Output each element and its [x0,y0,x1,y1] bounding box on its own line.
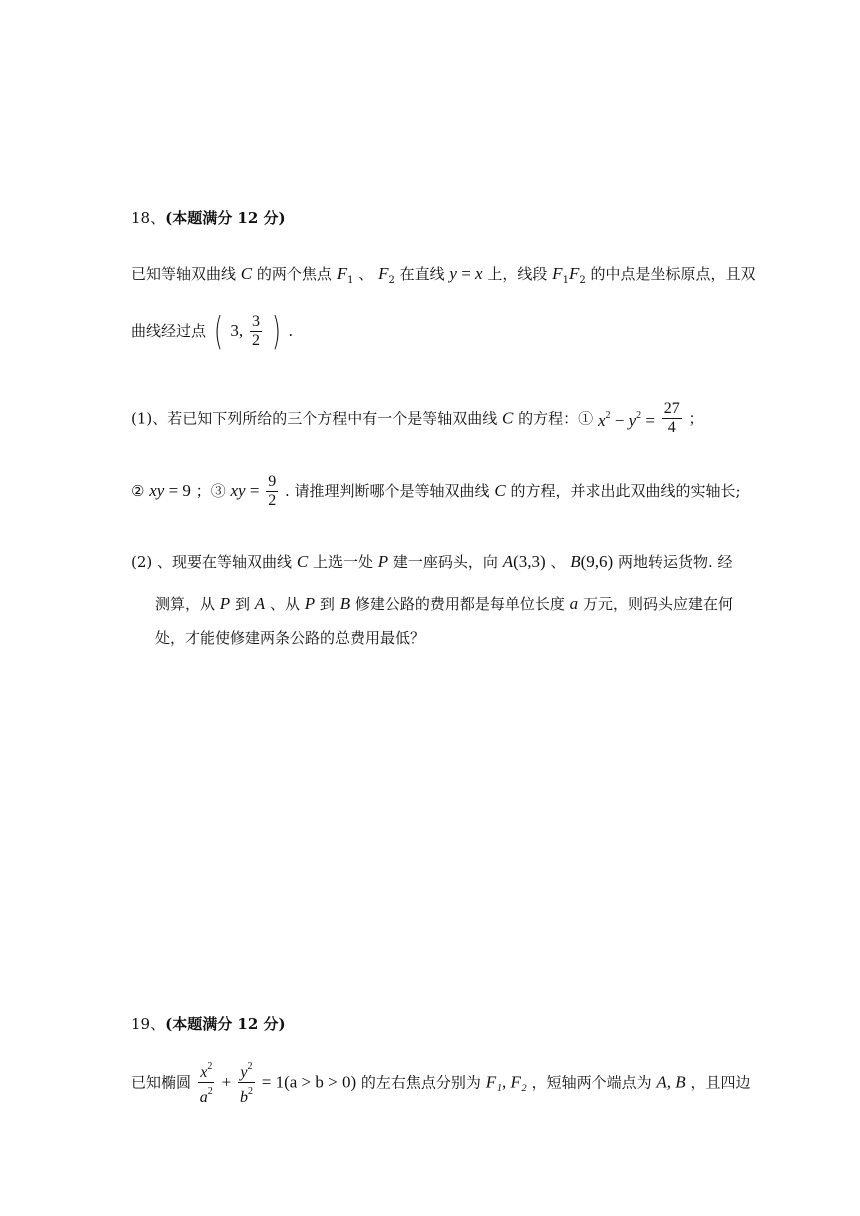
text: 曲线经过点 [131,322,207,340]
text: (2) 、现要在等轴双曲线 [131,553,293,571]
plus: + [221,1072,232,1092]
text: 、从 [269,595,300,613]
text: 的左右焦点分别为 [360,1073,481,1092]
text: 在直线 [399,265,445,283]
circled-2: ② [131,482,145,500]
point-x: 3, [230,321,244,340]
subscript: 2 [579,275,586,286]
var-P: P [304,594,316,613]
ellipse-condition: = 1(a > b > 0) [261,1072,357,1092]
q18-part1-line2 [131,470,741,511]
var-C: C [240,264,253,283]
text: 的方程，并求出此双曲线的实轴长; [510,482,741,500]
text: 修建公路的费用都是每单位长度 [354,595,565,613]
var-F2: F [568,264,580,283]
text: 的两个焦点 [256,265,332,283]
text: . 请推理判断哪个是等轴双曲线 [285,482,490,500]
text: 测算，从 [155,595,216,613]
text: (1)、若已知下列所给的三个方程中有一个是等轴双曲线 [131,409,498,428]
point-A: A [502,552,514,571]
fraction-3-2: $\frac{3}{2}$ [251,312,260,349]
text: 建一座码头，向 [392,553,498,571]
text: 万元，则码头应建在何 [582,595,733,613]
var-F1: F [336,264,348,283]
point-A-coords: (3,3) [513,552,546,571]
line-equation: y = x [449,264,483,283]
right-paren: ) [271,309,281,353]
subscript: 1 [562,275,569,286]
equation-3: xy = [230,481,260,500]
var-P: P [377,552,389,571]
text: 处，才能使修建两条公路的总费用最低？ [155,629,426,647]
text: 、 [550,553,566,571]
equation-2: xy = 9 [149,481,191,500]
left-paren: ( [213,309,223,353]
var-C: C [494,481,506,500]
text: 已知等轴双曲线 [131,265,237,283]
endpoints-AB: A, B [656,1072,686,1092]
q18-part2-line3 [155,628,425,648]
q18-number: 18、 [131,209,166,227]
equation-1: $x^2 - y^2$ = [597,410,655,430]
fraction-27-4: $\frac{27}{4}$ [663,400,680,436]
fraction-y2-b2: $\frac{y^2}{b^2}$ [238,1058,255,1107]
point-B-coords: (9,6) [580,552,614,571]
text: 上，线段 [487,265,548,283]
q19-intro-line [131,1058,750,1107]
text: 已知椭圆 [131,1073,192,1092]
var-P: P [219,594,231,613]
var-A: A [254,594,266,613]
text: . [288,322,294,340]
fraction-x2-a2: $\frac{x^2}{a^2}$ [198,1058,215,1107]
q18-part1-line1 [131,396,704,441]
var-F2: F [378,264,389,283]
fraction-9-2: $\frac{9}{2}$ [268,472,277,509]
q18-header [131,208,286,228]
q18-intro-line2 [131,310,293,351]
foci: F₁, F₂ [485,1072,527,1092]
circled-3: ；③ [195,482,226,500]
point-B: B [570,552,581,571]
subscript: 1 [347,275,354,286]
q19-score: (本题满分 12 分) [165,1015,286,1033]
var-F1: F [552,264,563,283]
var-a: a [569,594,579,613]
var-B: B [339,594,351,613]
text: 两地转运货物. 经 [618,553,733,571]
text: 上选一处 [312,553,373,571]
text: 的中点是坐标原点，且双 [590,265,756,283]
text: 到 [319,595,335,613]
text: ； [688,409,704,428]
q19-header [131,1014,286,1034]
text: 到 [234,595,250,613]
text: ，且四边 [690,1073,751,1092]
var-C: C [502,408,514,428]
var-C: C [296,552,309,571]
q19-number: 19、 [131,1015,166,1033]
text: 的方程：① [518,409,594,428]
q18-score: (本题满分 12 分) [165,209,286,227]
text: 、 [358,265,374,283]
q18-part2-line1 [131,552,733,572]
q18-part2-line2 [155,594,733,614]
text: ，短轴两个端点为 [531,1073,652,1092]
q18-intro-line1 [131,264,756,291]
subscript: 2 [388,275,395,286]
